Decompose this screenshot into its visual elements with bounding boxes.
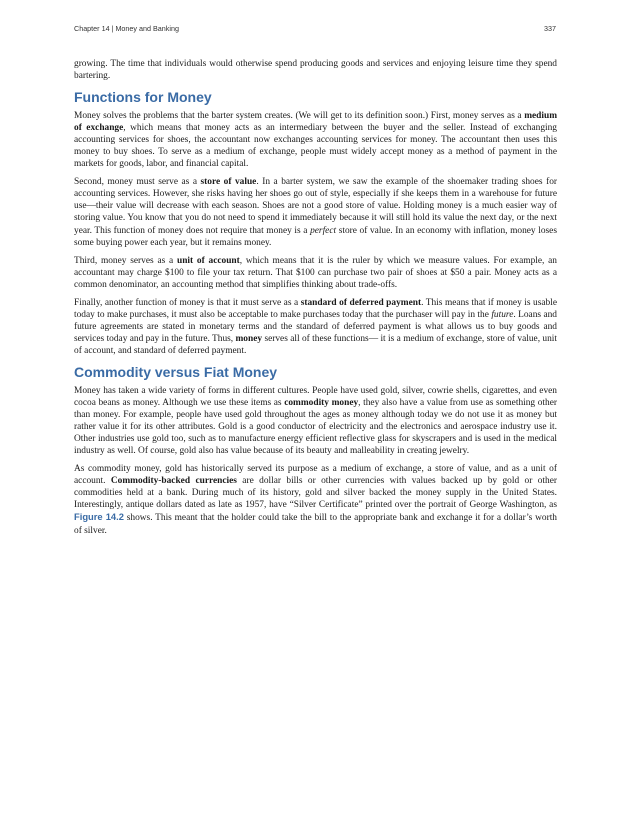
text-run: Finally, another function of money is that it must serve as a <box>74 297 301 308</box>
text-run: . In a barter system, we saw the example of the shoemaker trading shoes for accounting services. However, she risks having her shoes go out of style, especially if she keeps them in a warehouse for future use—their value will decrease with each season. Shoes are not a good store of value. Holding money is a much easier way of storing value. You know that you do not need to spend it immediately because it will still hold its value the next day, or the next year. This function of money does not require that money is a <box>74 177 558 236</box>
text-run: Money solves the problems that the barter system creates. (We will get to its definition soon.) First, money serves as a <box>74 111 525 122</box>
header-separator: | <box>109 24 116 33</box>
text-run: , which means that it is the ruler by which we measure values. For example, an accountant may charge $100 to file your tax return. That $100 can purchase two pair of shoes at $50 a pair. Money acts as a common denominator, an accounting method that simplifies thinking about trade-offs. <box>74 255 557 290</box>
paragraph-commodity-backed <box>74 463 557 536</box>
paragraph-store-of-value <box>74 176 557 248</box>
chapter-label <box>74 24 179 33</box>
figure-link[interactable]: Figure 14.2 <box>74 511 124 523</box>
paragraph-deferred-payment <box>74 297 557 357</box>
text-run: Third, money serves as a <box>74 255 177 266</box>
emphasis: future <box>491 309 514 320</box>
page-content <box>74 58 557 543</box>
paragraph-commodity-money <box>74 385 557 457</box>
key-term: unit of account <box>176 255 240 266</box>
key-term: Commodity-backed currencies <box>110 476 237 487</box>
text-run: , which means that money acts as an intermediary between the buyer and the seller. Instead of exchanging accounting services for shoes, the accountant now exchanges accounting services for money. The accountant then uses this money to buy shoes. To serve as a medium of exchange, people must widely accept money as a method of payment in the markets for goods, labor, and financial capital. <box>74 123 557 170</box>
text-run: store of value. In an economy with inflation, money loses some buying power each year, but it remains money. <box>74 225 557 248</box>
running-header <box>74 24 556 36</box>
chapter-number: Chapter 14 <box>74 24 110 33</box>
paragraph-unit-of-account <box>74 255 557 291</box>
text-run: . Loans and future agreements are stated in monetary terms and the standard of deferred payment is what allows us to buy goods and services today and pay in the future. Thus, <box>74 309 557 344</box>
section-heading-commodity-fiat: Commodity versus Fiat Money <box>74 363 278 380</box>
key-term: money <box>235 333 263 344</box>
chapter-title: Money and Banking <box>115 24 179 33</box>
text-run: serves all of these functions— it is a medium of exchange, store of value, unit of account, and standard of deferred payment. <box>74 333 557 356</box>
section-heading-functions: Functions for Money <box>74 89 212 106</box>
key-term: store of value <box>200 177 257 188</box>
text-run: . This means that if money is usable today to make purchases, it must also be acceptable to make purchases today that the purchaser will pay in the <box>74 297 557 320</box>
text-run: , they also have a value from use as something other than money. For example, people have used gold throughout the ages as money although today we do not use it as money but rather value it for its other attributes. Gold is a good conductor of electricity and the electronics and aerospace industry use it. Other industries use gold too, such as to manufacture energy efficient reflective glass for skyscrapers and is used in the medical industry as well. Of course, gold also has value because of its beauty and malleability in creating jewelry. <box>74 398 557 457</box>
page-number: 337 <box>544 24 556 33</box>
intro-paragraph: growing. The time that individuals would otherwise spend producing goods and services and enjoying leisure time they spend bartering. <box>74 59 557 82</box>
text-run: shows. This meant that the holder could take the bill to the appropriate bank and exchange it for a dollar’s worth of silver. <box>74 513 557 536</box>
key-term: commodity money <box>284 398 359 409</box>
paragraph-medium-of-exchange <box>74 110 557 170</box>
text-run: As commodity money, gold has historically served its purpose as a medium of exchange, a store of value, and as a unit of account. <box>74 464 557 487</box>
key-term: medium of exchange <box>74 111 557 134</box>
key-term: standard of deferred payment <box>300 297 422 308</box>
text-run: Money has taken a wide variety of forms in different cultures. People have used gold, silver, cowrie shells, cigarettes, and even cocoa beans as money. Although we use these items as <box>74 385 557 409</box>
text-run: Second, money must serve as a <box>74 177 201 188</box>
emphasis: perfect <box>310 225 337 236</box>
text-run: are dollar bills or other currencies with values backed up by gold or other commodities held at a bank. During much of its history, gold and silver backed the money supply in the United States. Interestingly, antique dollars dated as late as 1957, have “Silver Certificate” printed over the portrait of George Washington, as <box>74 476 557 511</box>
